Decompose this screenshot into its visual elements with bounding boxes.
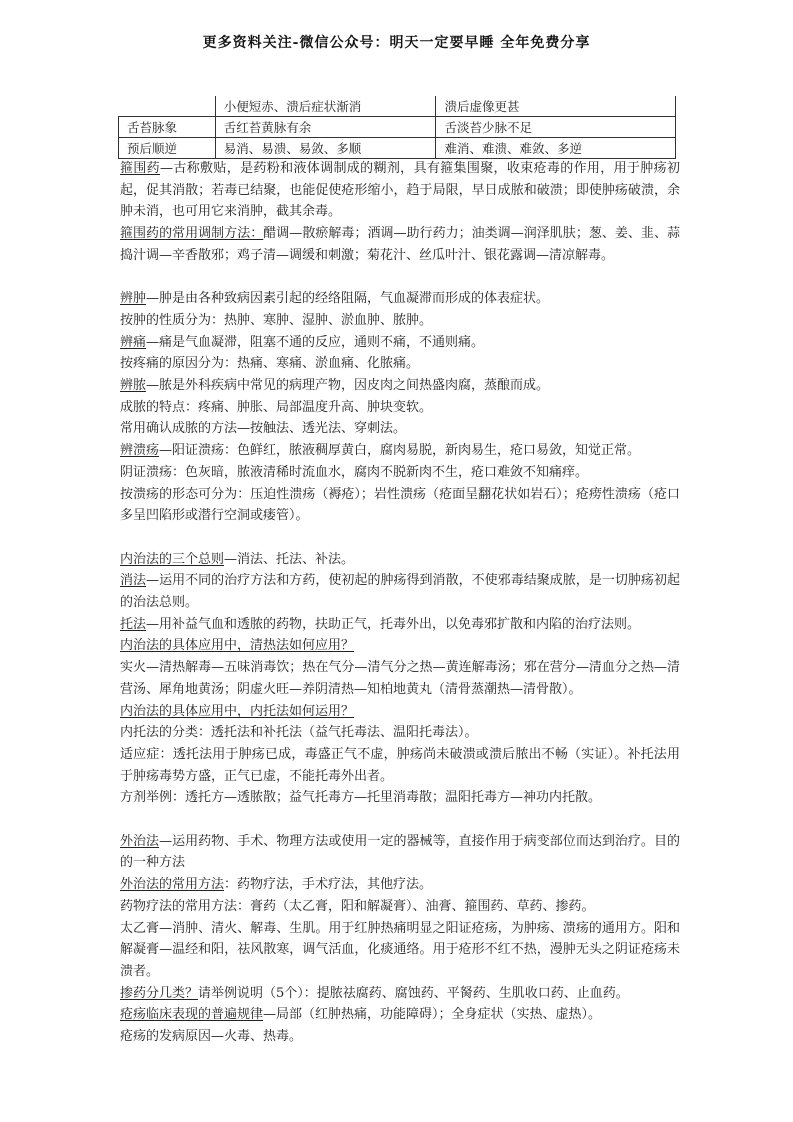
- paragraph-guwei: [120, 158, 680, 223]
- table-cell: 舌淡苔少脉不足: [436, 117, 676, 138]
- paragraph-text: —痛是气血凝滞，阻塞不通的反应，通则不痛，不通则痛。: [146, 334, 485, 350]
- paragraph-internal-principles: [120, 549, 680, 571]
- paragraph-text: 内托法的分类：透托法和补托法（益气托毒法、温阳托毒法）。: [120, 725, 478, 741]
- table-row: [119, 117, 676, 138]
- paragraph-text: —运用不同的治疗方法和方药，使初起的肿疡得到消散，不使邪毒结聚成脓，是一切肿疡初起的治法总则。: [120, 573, 680, 611]
- term-internal-principles: 内治法的三个总则: [120, 551, 225, 567]
- paragraph-text: 适应症：透托法用于肿疡已成，毒盛正气不虚，肿疡尚未破溃或溃后脓出不畅（实证）。补托法用于肿疡毒势方盛，正气已虚，不能托毒外出者。: [120, 746, 680, 784]
- paragraph-text: —阳证溃疡：色鲜红，脓液稠厚黄白，腐肉易脱，新肉易生，疮口易敛，知觉正常。: [159, 443, 641, 459]
- paragraph-text: —古称敷贴，是药粉和液体调制成的糊剂，具有箍集围聚，收束疮毒的作用，用于肿疡初起，促其消散；若毒已结聚，也能促使疮形缩小，趋于局限，早日成脓和破溃；即使肿疡破溃，余肿未消，也可用它来消肿，截其余毒。: [120, 161, 680, 220]
- question-heading: 内治法的具体应用中，内托法如何运用？: [120, 703, 355, 719]
- paragraph-text: 太乙膏—消肿、清火、解毒、生肌。用于红肿热痛明显之阳证疮疡，为肿疡、溃疡的通用方。阳和解凝膏—温经和阳，祛风散寒，调气活血，化痰通络。用于疮形不红不热，漫肿无头之阴证疮疡未溃者。: [120, 920, 680, 979]
- paragraph-guwei-methods: [120, 223, 680, 266]
- table-cell: 舌苔脉象: [119, 117, 216, 138]
- page-header: 更多资料关注-微信公众号：明天一定要早睡 全年免费分享: [202, 35, 591, 51]
- paragraph-text: 成脓的特点：疼痛、肿胀、局部温度升高、肿块变软。: [120, 399, 433, 415]
- table-row: [119, 96, 676, 117]
- document-body: [120, 158, 680, 1048]
- paragraph-text: 实火—清热解毒—五味消毒饮；热在气分—清气分之热—黄连解毒汤；邪在营分—清血分之热—清营汤、犀角地黄汤；阴虚火旺—养阴清热—知柏地黄丸（清骨蒸潮热—清骨散）。: [120, 660, 680, 697]
- term-powder: 掺药分几类？: [120, 985, 199, 1001]
- term-guwei: 箍围药: [120, 161, 161, 176]
- paragraph-text: 请举例说明（5个）：提脓祛腐药、腐蚀药、平胬药、生肌收口药、止血药。: [198, 985, 629, 1001]
- term-pus: 辨脓: [120, 378, 147, 394]
- paragraph-text: —局部（红肿热痛，功能障碍）；全身症状（实热、虚热）。: [263, 1007, 602, 1023]
- paragraph-text: 方剂举例：透托方—透脓散；益气托毒方—托里消毒散；温阳托毒方—神功内托散。: [120, 790, 602, 806]
- paragraph-text: —消法、托法、补法。: [224, 551, 355, 567]
- paragraph-text: 阴证溃疡：色灰暗，脓液清稀时流血水，腐肉不脱新肉不生，疮口难敛不知痛痒。: [120, 464, 589, 480]
- table-cell: 小便短赤、溃后症状渐消: [215, 96, 436, 117]
- term-guwei-methods: 箍围药的常用调制方法：: [120, 226, 264, 242]
- table-cell: 预后顺逆: [119, 138, 216, 159]
- term-ulcer: 辨溃疡: [120, 443, 160, 459]
- spacer: [120, 809, 680, 831]
- paragraph-text: 常用确认成脓的方法—按触法、透光法、穿刺法。: [120, 421, 407, 437]
- paragraph-external-methods: [120, 874, 680, 896]
- paragraph-text: 按疼痛的原因分为：热痛、寒痛、淤血痛、化脓痛。: [120, 356, 420, 372]
- paragraph-xiao-method: [120, 570, 680, 613]
- paragraph-text: 按溃疡的形态可分为：压迫性溃疡（褥疮）；岩性溃疡（疮面呈翻花状如岩石）；疮痨性溃疡（疮口多呈凹陷形或潜行空洞或瘘管）。: [120, 486, 680, 524]
- spacer: [120, 267, 680, 289]
- term-swelling: 辨肿: [120, 291, 147, 307]
- term-xiao-method: 消法: [120, 573, 147, 589]
- term-pain: 辨痛: [120, 334, 147, 350]
- paragraph-text: 醋调—散瘀解毒；酒调—助行药力；油类调—润泽肌肤；葱、姜、韭、蒜捣汁调—辛香散邪；鸡子清—调缓和刺激；菊花汁、丝瓜叶汁、银花露调—清凉解毒。: [120, 226, 680, 263]
- paragraph-ulcer: [120, 440, 680, 462]
- comparison-table: [118, 96, 676, 159]
- paragraph-external: [120, 831, 680, 874]
- term-external: 外治法: [120, 833, 160, 849]
- table-cell: [119, 96, 216, 117]
- table-cell: 易消、易溃、易敛、多顺: [215, 138, 436, 159]
- paragraph-sore-rule: [120, 1004, 680, 1026]
- paragraph-text: —脓是外科疾病中常见的病理产物，因皮肉之间热盛肉腐，蒸酿而成。: [146, 378, 550, 394]
- paragraph-text: ：药物疗法，手术疗法，其他疗法。: [224, 877, 433, 893]
- paragraph-pain: [120, 332, 680, 354]
- paragraph-text: 药物疗法的常用方法：膏药（太乙膏，阳和解凝膏）、油膏、箍围药、草药、掺药。: [120, 898, 595, 914]
- question-heading: 内治法的具体应用中，清热法如何应用？: [120, 638, 355, 654]
- paragraph-tuo-method: [120, 614, 680, 636]
- paragraph-text: —运用药物、手术、物理方法或使用一定的器械等，直接作用于病变部位而达到治疗。目的的一种方法: [120, 833, 680, 871]
- table-row: [119, 138, 676, 159]
- paragraph-text: 按肿的性质分为：热肿、寒肿、湿肿、淤血肿、脓肿。: [120, 312, 433, 328]
- paragraph-text: —用补益气血和透脓的药物，扶助正气，托毒外出，以免毒邪扩散和内陷的治疗法则。: [146, 616, 641, 632]
- table-cell: 溃后虚像更甚: [436, 96, 676, 117]
- table-cell: 难消、难溃、难敛、多逆: [436, 138, 676, 159]
- paragraph-powder: [120, 983, 680, 1005]
- term-tuo-method: 托法: [120, 616, 147, 632]
- term-external-methods: 外治法的常用方法: [120, 877, 225, 893]
- paragraph-pus: [120, 375, 680, 397]
- spacer: [120, 527, 680, 549]
- paragraph-text: 疮疡的发病原因—火毒、热毒。: [120, 1029, 303, 1045]
- paragraph-text: —肿是由各种致病因素引起的经络阻隔，气血凝滞而形成的体表症状。: [146, 291, 550, 307]
- term-sore-rule: 疮疡临床表现的普遍规律: [120, 1007, 264, 1023]
- paragraph-swelling: [120, 288, 680, 310]
- table-cell: 舌红苔黄脉有余: [215, 117, 436, 138]
